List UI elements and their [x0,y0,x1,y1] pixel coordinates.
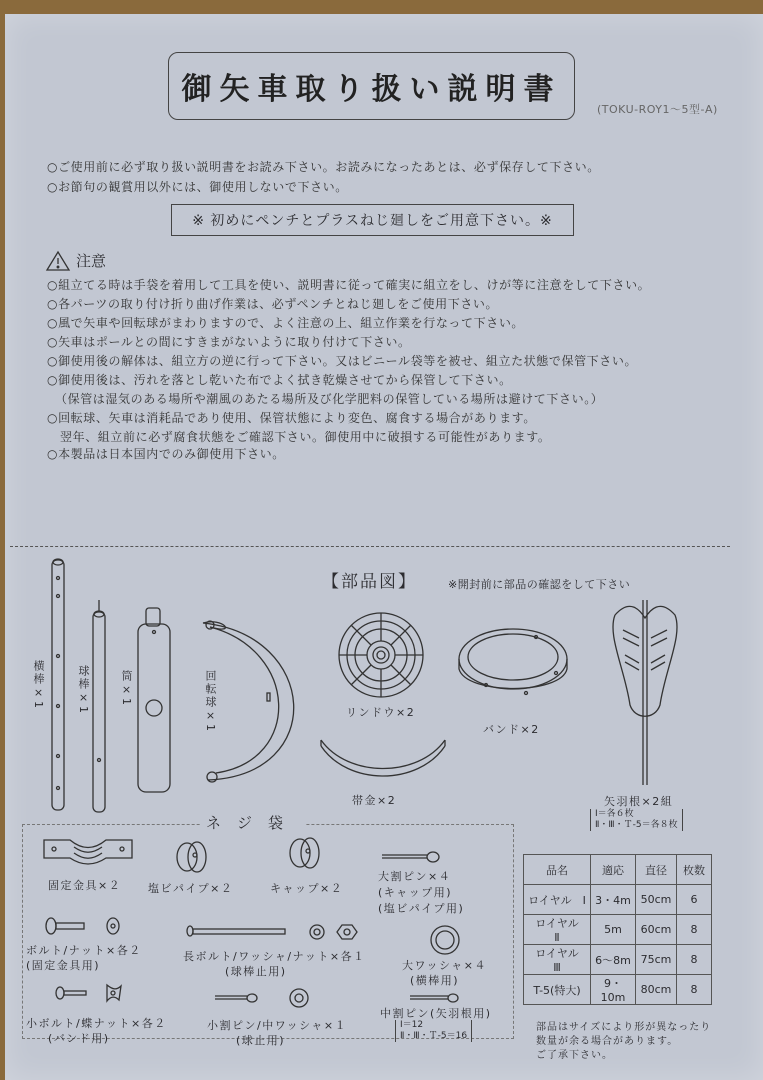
smallpin-use: (球止用) [236,1034,286,1047]
table-cell: 75cm [636,945,677,975]
cut-line-divider [10,546,730,547]
table-cell: ロイヤル Ⅲ [524,945,591,975]
table-header: 直径 [636,855,677,885]
smallpin-label: 小割ピン/中ワッシャ×１ [207,1019,348,1032]
cap-label: キャップ×２ [270,882,344,895]
midpin-count-note [395,1020,472,1042]
small-cotter-pin-washer-icon [215,988,315,1010]
table-cell: 9・10m [591,975,636,1005]
bigwasher-label: 大ワッシャ×４ [402,959,487,972]
parts-title: 【部品図】 [322,572,417,592]
table-header: 品名 [524,855,591,885]
pvc-pipe-icon [175,840,211,874]
bolt-nut-icon [45,916,125,936]
midpin-note-1: Ⅰ＝12 [400,1020,424,1030]
medium-cotter-pin-icon [410,992,460,1004]
screw-bag-title: ネジ袋 [200,812,305,833]
kyubou-label: 球棒×1 [77,665,90,715]
large-washer-icon [429,924,461,956]
model-code: (TOKU-ROY1～5型-A) [597,103,718,116]
table-header-row [524,855,712,885]
yokobou-label: 横棒×1 [32,660,45,710]
page-title: 御矢車取り扱い説明書 [181,72,562,107]
yabane-count-note [590,809,683,831]
cap-icon [288,836,324,870]
tube-icon [134,608,174,798]
caution-item: 翌年、組立前に必ず腐食状態をご確認下さい。御使用中に破損する可能性があります。 [60,430,551,444]
table-cell: 8 [677,975,712,1005]
smallbolt-use: (バンド用) [48,1032,110,1045]
obigane-label: 帯金×2 [352,794,397,807]
spec-table [523,854,712,1005]
caution-item: ○回転球、矢車は消耗品であり使用、保管状態により変色、腐食する場合があります。 [47,411,536,425]
yabane-label: 矢羽根×2組 [604,795,674,808]
table-cell: 50cm [636,885,677,915]
table-row [524,885,712,915]
long-bolt-washer-nut-icon [186,922,366,944]
table-row [524,915,712,945]
table-footnote: 部品はサイズにより形が異なったり [536,1022,712,1033]
caution-item: ○各パーツの取り付け折り曲げ作業は、必ずペンチとねじ廻しをご使用下さい。 [47,297,499,311]
rindou-icon [336,610,426,700]
band-icon [456,625,571,705]
longbolt-use: (球棒止用) [225,965,287,978]
table-cell: 6 [677,885,712,915]
table-header: 適応 [591,855,636,885]
table-cell: 3・4m [591,885,636,915]
table-cell: ロイヤル Ⅱ [524,915,591,945]
midpin-note-2: Ⅱ・Ⅲ・Ｔ-5＝16 [400,1031,468,1041]
obigane-icon [318,738,448,783]
smallbolt-label: 小ボルト/蝶ナット×各２ [26,1017,167,1030]
tools-notice [171,204,574,236]
table-cell: 60cm [636,915,677,945]
tsutsu-label: 筒×1 [120,670,133,707]
table-header: 枚数 [677,855,712,885]
caution-item: ○組立てる時は手袋を着用して工具を使い、説明書に従って確実に組立をし、けが等に注意をして下さい。 [47,278,651,292]
band-label: バンド×2 [483,723,540,736]
owaripin-use: (キャップ用) [378,886,453,899]
owaripin-label: 大割ピン×４ [378,870,452,883]
arrow-feather-icon [605,600,685,785]
table-cell: T-5(特大) [524,975,591,1005]
kaitenkyu-label: 回転球×1 [204,670,217,733]
bolt-use: (固定金具用) [26,959,101,972]
midpin-label: 中割ピン(矢羽根用) [380,1007,492,1020]
enbi-label: 塩ビパイプ×２ [148,882,234,895]
rindou-label: リンドウ×2 [346,706,416,719]
intro-line: ○お節句の観賞用以外には、御使用しないで下さい。 [47,180,348,194]
ball-rod-icon [89,600,109,820]
fixing-bracket-icon [42,836,134,864]
caution-title: 注意 [76,252,107,270]
table-cell: 6～8m [591,945,636,975]
table-footnote: ご了承下さい。 [536,1050,613,1061]
bolt-label: ボルト/ナット×各２ [26,944,142,957]
horizontal-rod-icon [48,556,68,816]
intro-line: ○ご使用前に必ず取り扱い説明書をお読み下さい。お読みになったあとは、必ず保存して下さい。 [47,160,600,174]
table-row [524,945,712,975]
warning-triangle-icon [46,251,70,271]
yabane-note-2: Ⅱ・Ⅲ・Ｔ-5＝各８枚 [595,820,678,830]
title-box [168,52,575,120]
caution-item: （保管は湿気のある場所や潮風のあたる場所及び化学肥料の保管している場所は避けて下さい。） [55,392,604,406]
table-cell: 8 [677,945,712,975]
parts-note: ※開封前に部品の確認をして下さい [448,578,631,591]
table-cell: ロイヤル Ⅰ [524,885,591,915]
kotei-label: 固定金具×２ [48,879,122,892]
caution-item: ○風で矢車や回転球がまわりますので、よく注意の上、組立作業を行なって下さい。 [47,316,525,330]
small-bolt-wing-nut-icon [55,982,125,1004]
table-row [524,975,712,1005]
caution-heading [46,250,106,271]
table-cell: 80cm [636,975,677,1005]
caution-item: ○御使用後は、汚れを落とし乾いた布でよく拭き乾燥させてから保管して下さい。 [47,373,512,387]
table-cell: 8 [677,915,712,945]
tools-notice-text: ※ 初めにペンチとプラスねじ廻しをご用意下さい。※ [192,213,553,229]
yabane-note-1: Ⅰ＝各６枚 [595,809,634,819]
large-cotter-pin-icon [382,850,442,864]
owaripin-use: (塩ビパイプ用) [378,902,465,915]
bigwasher-use: (横棒用) [410,974,460,987]
caution-item: ○本製品は日本国内でのみ御使用下さい。 [47,447,285,461]
caution-item: ○御使用後の解体は、組立方の逆に行って下さい。又はビニール袋等を被せ、組立た状態で保管下さい。 [47,354,638,368]
longbolt-label: 長ボルト/ワッシャ/ナット×各１ [183,950,366,963]
caution-item: ○矢車はポールとの間にすきまがないように取り付けて下さい。 [47,335,411,349]
table-footnote: 数量が余る場合があります。 [536,1036,679,1047]
table-cell: 5m [591,915,636,945]
